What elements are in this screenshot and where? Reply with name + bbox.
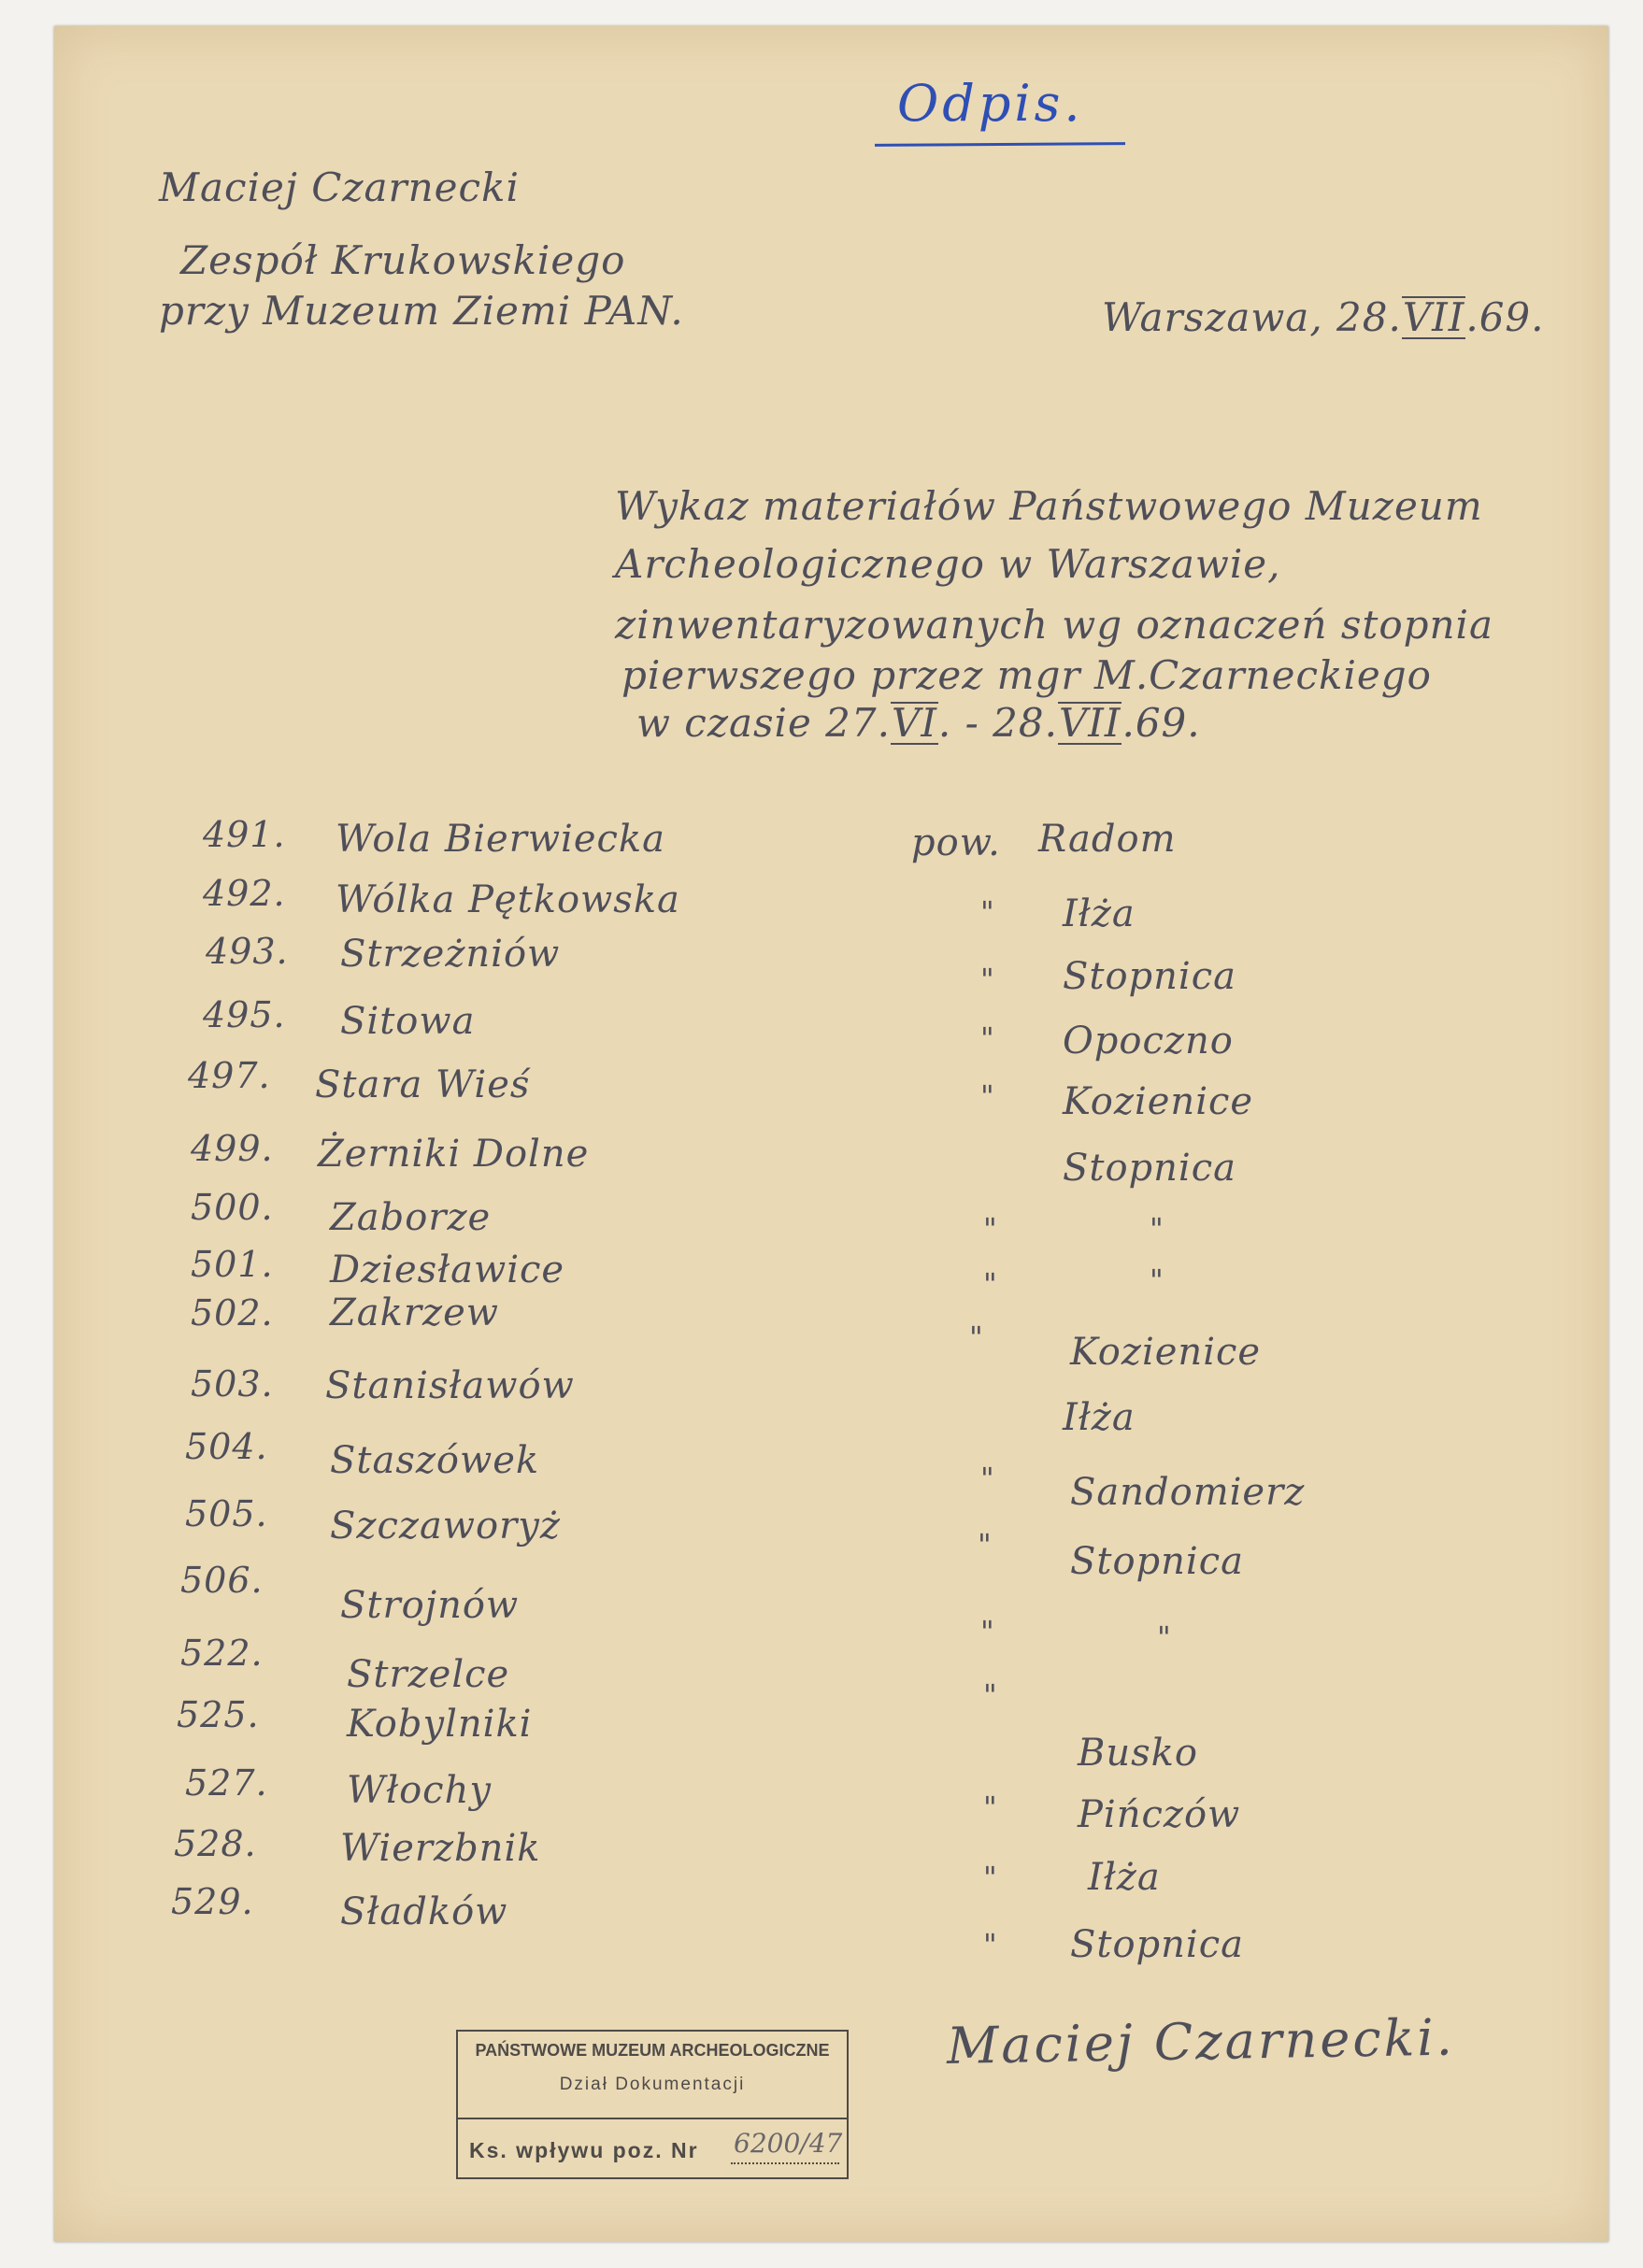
entry-number: 499. xyxy=(191,1128,274,1169)
subject-line: w czasie 27.VI. - 28.VII.69. xyxy=(636,700,1201,746)
ditto-mark: " xyxy=(983,1677,998,1713)
district-name: Stopnica xyxy=(1070,1923,1244,1966)
entry-place: Strzelce xyxy=(347,1653,510,1696)
entry-number: 497. xyxy=(188,1055,271,1096)
ditto-mark: " xyxy=(983,1266,998,1302)
entry-number: 492. xyxy=(203,873,286,914)
entry-place: Kobylniki xyxy=(347,1703,533,1746)
entry-number: 527. xyxy=(185,1762,268,1804)
sender-institution: przy Muzeum Ziemi PAN. xyxy=(159,288,684,334)
district-label: pow. xyxy=(911,821,1001,864)
entry-place: Sitowa xyxy=(340,1000,476,1043)
entry-number: 522. xyxy=(180,1633,264,1674)
entry-number: 493. xyxy=(206,931,289,972)
district-name: Iłża xyxy=(1063,892,1136,935)
date-line: Warszawa, 28.VII.69. xyxy=(1102,294,1545,340)
district-name: Busko xyxy=(1078,1732,1199,1775)
entry-place: Dziesławice xyxy=(330,1248,565,1291)
subject-line: Archeologicznego w Warszawie, xyxy=(615,541,1281,587)
subject-line: Wykaz materiałów Państwowego Muzeum xyxy=(615,483,1483,529)
district-name: Kozienice xyxy=(1063,1080,1254,1123)
entry-number: 505. xyxy=(185,1493,268,1534)
entry-number: 495. xyxy=(203,994,286,1035)
entry-number: 500. xyxy=(191,1187,274,1228)
entry-place: Włochy xyxy=(347,1769,492,1812)
entry-place: Strojnów xyxy=(340,1584,520,1627)
stamp-divider xyxy=(458,2118,847,2119)
stamp-register-label: Ks. wpływu poz. Nr xyxy=(469,2138,699,2162)
copy-mark: Odpis. xyxy=(897,74,1084,133)
entry-number: 506. xyxy=(180,1560,264,1601)
ditto-mark: " xyxy=(969,1319,984,1355)
ditto-mark: " xyxy=(983,1790,998,1825)
district-name: Iłża xyxy=(1063,1396,1136,1439)
ditto-mark: " xyxy=(983,1927,998,1962)
ditto-mark: " xyxy=(1150,1211,1164,1247)
stamp-department: Dział Dokumentacji xyxy=(559,2075,746,2094)
entry-place: Zakrzew xyxy=(330,1291,499,1334)
district-name: Sandomierz xyxy=(1070,1471,1306,1514)
roman-numeral: VI xyxy=(891,700,937,746)
subject-line: zinwentaryzowanych wg oznaczeń stopnia xyxy=(615,602,1494,648)
entry-place: Staszówek xyxy=(330,1439,540,1482)
ditto-mark: " xyxy=(980,1020,995,1056)
district-name: Stopnica xyxy=(1063,955,1236,998)
ditto-mark: " xyxy=(1150,1262,1164,1298)
district-name: Pińczów xyxy=(1078,1793,1241,1836)
entry-number: 502. xyxy=(191,1292,274,1334)
district-name: Stopnica xyxy=(1063,1147,1236,1190)
archive-stamp xyxy=(456,2030,849,2179)
roman-numeral: VII xyxy=(1402,294,1465,340)
entry-place: Żerniki Dolne xyxy=(318,1133,590,1176)
entry-number: 491. xyxy=(203,814,286,855)
entry-place: Strzeżniów xyxy=(340,933,561,976)
entry-place: Szczaworyż xyxy=(330,1505,561,1548)
entry-place: Sładków xyxy=(340,1890,508,1933)
entry-place: Stanisławów xyxy=(325,1364,575,1407)
entry-number: 525. xyxy=(177,1694,260,1735)
subject-line: pierwszego przez mgr M.Czarneckiego xyxy=(621,652,1432,698)
sender-team: Zespół Krukowskiego xyxy=(180,237,626,283)
signature: Maciej Czarnecki. xyxy=(946,2007,1456,2075)
stamp-dotted-line xyxy=(731,2162,839,2164)
ditto-mark: " xyxy=(980,1461,995,1496)
stamp-museum-name: PAŃSTWOWE MUZEUM ARCHEOLOGICZNE xyxy=(475,2041,830,2060)
entry-place: Wierzbnik xyxy=(340,1827,541,1870)
sender-name: Maciej Czarnecki xyxy=(159,164,520,210)
ditto-mark: " xyxy=(1157,1619,1172,1655)
ditto-mark: " xyxy=(983,1211,998,1247)
entry-number: 501. xyxy=(191,1244,274,1285)
entry-place: Wola Bierwiecka xyxy=(336,818,666,861)
stamp-register-number: 6200/47 xyxy=(734,2128,843,2159)
entry-number: 504. xyxy=(185,1426,268,1467)
district-name: Opoczno xyxy=(1063,1020,1234,1063)
roman-numeral: VII xyxy=(1058,700,1122,746)
ditto-mark: " xyxy=(980,1614,995,1649)
entry-place: Wólka Pętkowska xyxy=(336,878,680,921)
district-name: Stopnica xyxy=(1070,1540,1244,1583)
copy-mark-underline xyxy=(875,142,1125,147)
entry-number: 503. xyxy=(191,1363,274,1405)
ditto-mark: " xyxy=(980,894,995,930)
entry-number: 528. xyxy=(174,1823,257,1864)
ditto-mark: " xyxy=(980,962,995,997)
entry-place: Stara Wieś xyxy=(315,1063,531,1106)
district-name: Kozienice xyxy=(1070,1331,1262,1374)
ditto-mark: " xyxy=(980,1078,995,1114)
district-name: Radom xyxy=(1038,818,1177,861)
entry-number: 529. xyxy=(171,1881,254,1922)
ditto-mark: " xyxy=(978,1527,993,1562)
entry-place: Zaborze xyxy=(330,1196,492,1239)
district-name: Iłża xyxy=(1088,1856,1161,1899)
ditto-mark: " xyxy=(983,1860,998,1895)
